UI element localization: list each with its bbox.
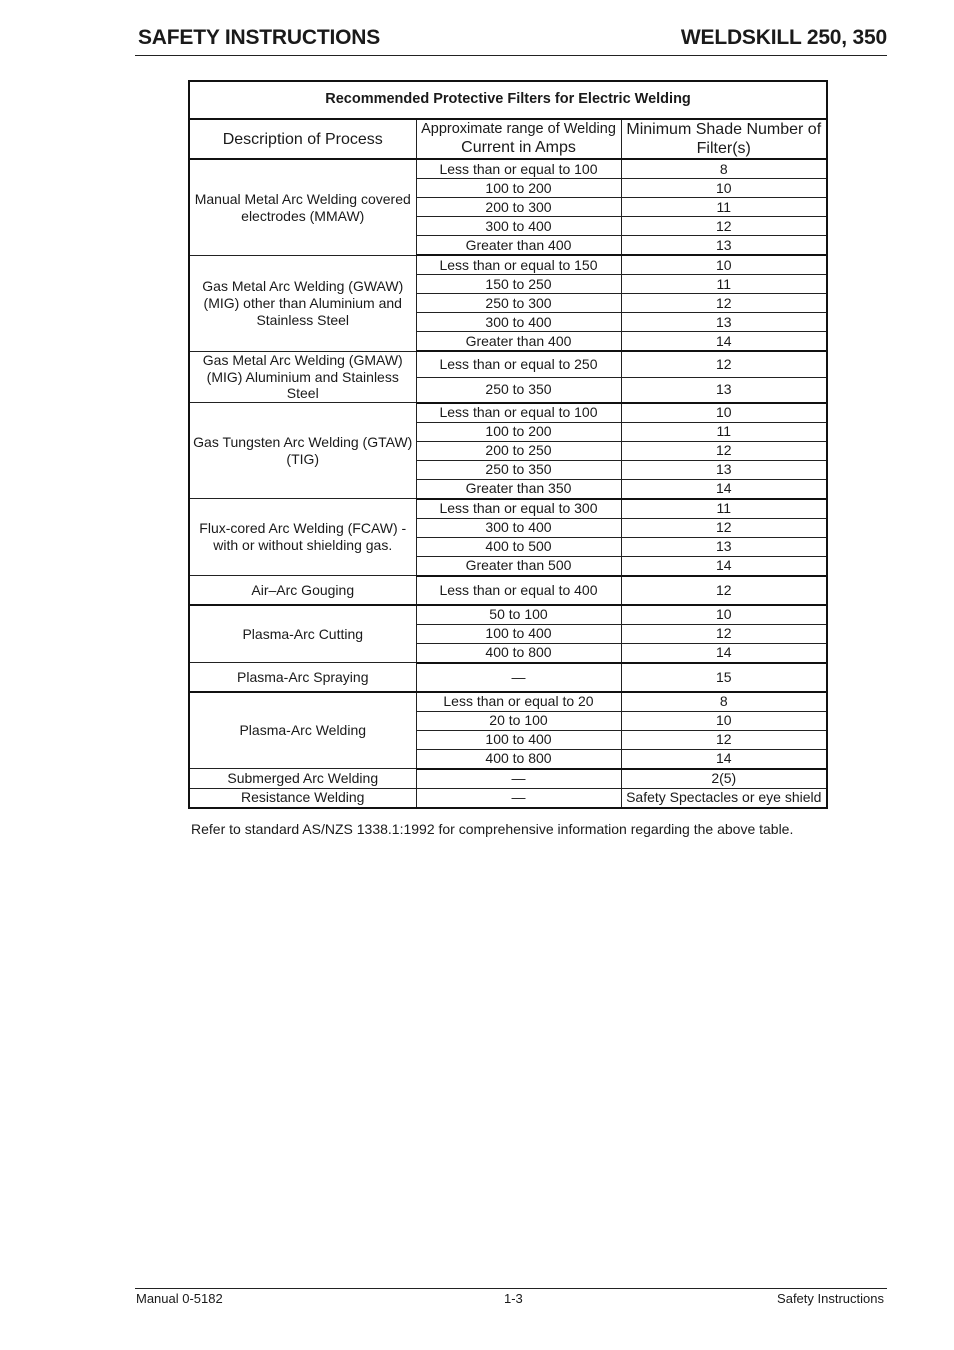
process-description: Air–Arc Gouging	[189, 576, 416, 605]
current-range-cell: Less than or equal to 100	[416, 159, 621, 179]
shade-number-cell: 14	[621, 643, 827, 663]
current-range-cell: 400 to 500	[416, 537, 621, 556]
table-row	[189, 576, 827, 605]
table-footnote: Refer to standard AS/NZS 1338.1:1992 for comprehensive information regarding the above table.	[191, 821, 794, 837]
current-range-cell: 20 to 100	[416, 711, 621, 730]
current-range-cell: 300 to 400	[416, 217, 621, 236]
current-range-cell: —	[416, 663, 621, 692]
shade-number-cell: 13	[621, 537, 827, 556]
column-header-description: Description of Process	[189, 119, 416, 159]
current-range-cell: 100 to 400	[416, 730, 621, 749]
current-range-cell: 100 to 400	[416, 624, 621, 643]
shade-number-cell: 8	[621, 692, 827, 712]
shade-number-cell: 10	[621, 711, 827, 730]
current-range-cell: Less than or equal to 300	[416, 499, 621, 519]
current-range-cell: 100 to 200	[416, 422, 621, 441]
current-range-cell: 50 to 100	[416, 605, 621, 625]
current-range-cell: Less than or equal to 250	[416, 351, 621, 377]
table-row	[189, 788, 827, 808]
current-range-cell: Less than or equal to 150	[416, 255, 621, 275]
footer-section: Safety Instructions	[777, 1291, 884, 1306]
current-range-cell: 400 to 800	[416, 749, 621, 769]
shade-number-cell: 10	[621, 403, 827, 423]
header-title: SAFETY INSTRUCTIONS	[138, 26, 380, 49]
process-description: Gas Metal Arc Welding (GWAW) (MIG) other than Aluminium and Stainless Steel	[189, 255, 416, 351]
shade-number-cell: Safety Spectacles or eye shield	[621, 788, 827, 808]
shade-number-cell: 12	[621, 294, 827, 313]
shade-number-cell: 14	[621, 749, 827, 769]
process-description: Plasma-Arc Cutting	[189, 605, 416, 663]
current-range-cell: Greater than 500	[416, 556, 621, 576]
header-product: WELDSKILL 250, 350	[680, 26, 887, 49]
current-range-cell: 300 to 400	[416, 313, 621, 332]
table-row	[189, 769, 827, 789]
table-body	[189, 159, 827, 807]
table-row	[189, 159, 827, 179]
process-description: Plasma-Arc Welding	[189, 692, 416, 769]
shade-number-cell: 13	[621, 460, 827, 479]
current-range-cell: 200 to 250	[416, 441, 621, 460]
current-range-cell: 250 to 350	[416, 460, 621, 479]
table-row	[189, 605, 827, 625]
shade-number-cell: 11	[621, 499, 827, 519]
shade-number-cell: 14	[621, 479, 827, 499]
shade-number-cell: 11	[621, 422, 827, 441]
shade-number-cell: 12	[621, 441, 827, 460]
process-description: Submerged Arc Welding	[189, 769, 416, 789]
shade-number-cell: 12	[621, 730, 827, 749]
current-range-cell: Less than or equal to 20	[416, 692, 621, 712]
current-range-cell: 100 to 200	[416, 179, 621, 198]
current-range-cell: —	[416, 769, 621, 789]
footer-rule	[135, 1288, 887, 1289]
current-range-cell: Less than or equal to 400	[416, 576, 621, 605]
table-row	[189, 403, 827, 423]
table-row	[189, 692, 827, 712]
table-title: Recommended Protective Filters for Electric Welding	[189, 81, 827, 119]
shade-number-cell: 10	[621, 605, 827, 625]
current-range-cell: 250 to 300	[416, 294, 621, 313]
current-range-cell: 150 to 250	[416, 275, 621, 294]
shade-number-cell: 13	[621, 377, 827, 403]
process-description: Plasma-Arc Spraying	[189, 663, 416, 692]
column-header-shade: Minimum Shade Number of Filter(s)	[621, 119, 827, 159]
table-row	[189, 663, 827, 692]
process-description: Resistance Welding	[189, 788, 416, 808]
shade-number-cell: 14	[621, 332, 827, 352]
current-range-cell: Greater than 400	[416, 236, 621, 256]
shade-number-cell: 15	[621, 663, 827, 692]
column-header-range-line1: Approximate range of Welding	[421, 120, 616, 137]
current-range-cell: 300 to 400	[416, 518, 621, 537]
shade-number-cell: 14	[621, 556, 827, 576]
shade-number-cell: 11	[621, 275, 827, 294]
current-range-cell: Less than or equal to 100	[416, 403, 621, 423]
footer-page-number: 1-3	[504, 1291, 523, 1306]
shade-number-cell: 12	[621, 624, 827, 643]
column-header-range-line2: Current in Amps	[461, 139, 576, 157]
column-header-current-range	[416, 119, 621, 159]
table-row	[189, 255, 827, 275]
shade-number-cell: 8	[621, 159, 827, 179]
process-description: Flux-cored Arc Welding (FCAW) -with or without shielding gas.	[189, 499, 416, 576]
process-description: Manual Metal Arc Welding covered electrodes (MMAW)	[189, 159, 416, 255]
shade-number-cell: 12	[621, 351, 827, 377]
current-range-cell: Greater than 400	[416, 332, 621, 352]
current-range-cell: 200 to 300	[416, 198, 621, 217]
shade-number-cell: 12	[621, 217, 827, 236]
protective-filters-table	[188, 80, 828, 809]
shade-number-cell: 10	[621, 179, 827, 198]
process-description: Gas Metal Arc Welding (GMAW) (MIG) Aluminium and Stainless Steel	[189, 351, 416, 402]
footer-manual-number: Manual 0-5182	[136, 1291, 223, 1306]
current-range-cell: —	[416, 788, 621, 808]
shade-number-cell: 13	[621, 313, 827, 332]
shade-number-cell: 13	[621, 236, 827, 256]
shade-number-cell: 12	[621, 518, 827, 537]
shade-number-cell: 2(5)	[621, 769, 827, 789]
shade-number-cell: 10	[621, 255, 827, 275]
process-description: Gas Tungsten Arc Welding (GTAW) (TIG)	[189, 403, 416, 499]
shade-number-cell: 11	[621, 198, 827, 217]
current-range-cell: 250 to 350	[416, 377, 621, 403]
table-row	[189, 499, 827, 519]
table-row	[189, 351, 827, 377]
header-rule	[135, 55, 887, 56]
shade-number-cell: 12	[621, 576, 827, 605]
current-range-cell: Greater than 350	[416, 479, 621, 499]
current-range-cell: 400 to 800	[416, 643, 621, 663]
